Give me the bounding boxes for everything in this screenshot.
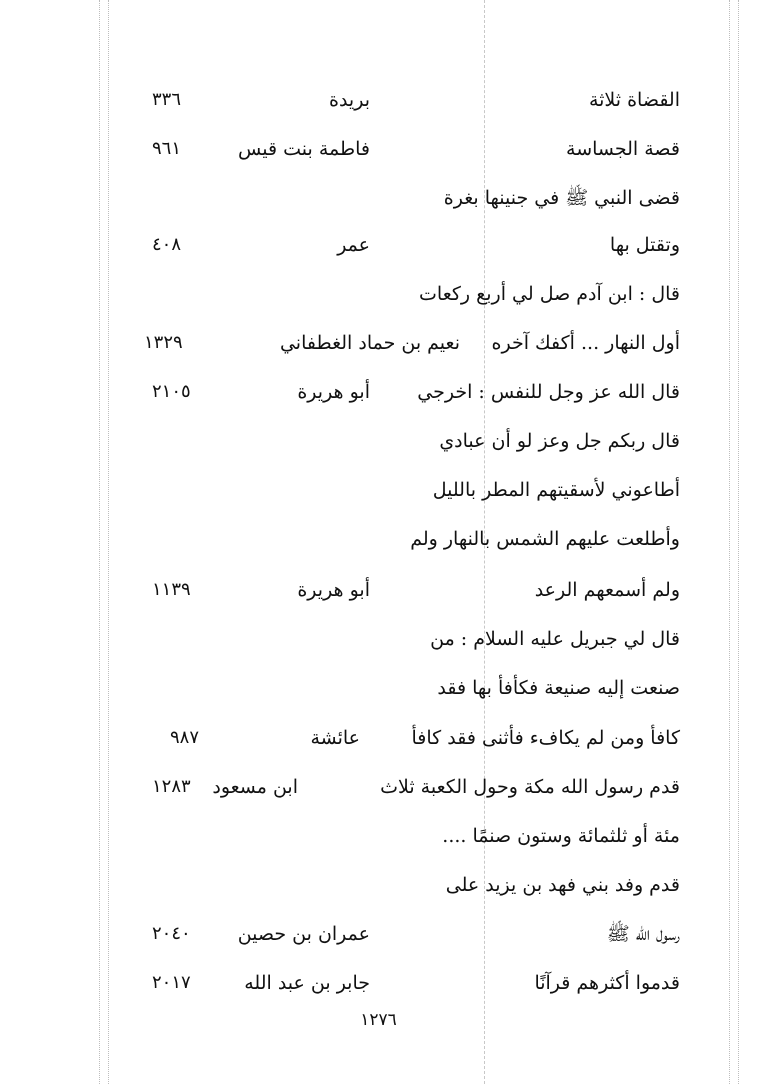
index-row bbox=[140, 180, 680, 216]
hadith-number: ٣٣٦ bbox=[152, 89, 182, 110]
hadith-text: قدموا أكثرهم قرآنًا bbox=[534, 972, 680, 994]
hadith-text: ولم أسمعهم الرعد bbox=[534, 579, 680, 601]
index-row bbox=[140, 769, 680, 805]
hadith-text: وأطلعت عليهم الشمس بالنهار ولم bbox=[410, 528, 680, 550]
narrator-name: أبو هريرة bbox=[297, 579, 370, 601]
index-row bbox=[140, 670, 680, 706]
index-row bbox=[140, 82, 680, 118]
page-number: ١٢٧٦ bbox=[360, 1010, 397, 1030]
hadith-text: قصة الجساسة bbox=[566, 138, 680, 160]
narrator-name: فاطمة بنت قيس bbox=[238, 138, 370, 160]
narrator-name: أبو هريرة bbox=[297, 381, 370, 403]
scan-line bbox=[99, 0, 100, 1084]
scan-line bbox=[738, 0, 739, 1084]
index-row bbox=[140, 720, 680, 756]
narrator-name: عائشة bbox=[310, 727, 360, 749]
hadith-number: ٩٦١ bbox=[152, 138, 182, 159]
index-row bbox=[140, 227, 680, 263]
hadith-text: رسول الله ﷺ bbox=[606, 923, 680, 945]
narrator-name: عمران بن حصين bbox=[237, 923, 370, 945]
index-row bbox=[140, 131, 680, 167]
hadith-text: قال : ابن آدم صل لي أربع ركعات bbox=[419, 283, 680, 305]
hadith-number: ٢٠٤٠ bbox=[152, 923, 191, 944]
index-row bbox=[140, 965, 680, 1001]
scan-line bbox=[729, 0, 730, 1084]
index-row bbox=[140, 521, 680, 557]
narrator-name: جابر بن عبد الله bbox=[244, 972, 370, 994]
hadith-text: صنعت إليه صنيعة فكأفأ بها فقد bbox=[437, 677, 680, 699]
hadith-text: قال لي جبريل عليه السلام : من bbox=[430, 628, 680, 650]
hadith-number: ٢٠١٧ bbox=[152, 972, 191, 993]
hadith-text: قدم وفد بني فهد بن يزيد على bbox=[445, 874, 680, 896]
hadith-number: ٩٨٧ bbox=[170, 727, 200, 748]
hadith-text: القضاة ثلاثة bbox=[588, 89, 680, 111]
hadith-number: ١٢٨٣ bbox=[152, 776, 191, 797]
index-row bbox=[140, 867, 680, 903]
narrator-name: ابن مسعود bbox=[212, 776, 298, 798]
index-row bbox=[140, 916, 680, 952]
hadith-text: قضى النبي ﷺ في جنينها بغرة bbox=[443, 187, 680, 209]
narrator-name: عمر bbox=[337, 234, 370, 256]
hadith-number: ١٣٢٩ bbox=[144, 332, 183, 353]
index-row bbox=[140, 621, 680, 657]
index-row bbox=[140, 325, 680, 361]
hadith-number: ٢١٠٥ bbox=[152, 381, 191, 402]
hadith-text: قال ربكم جل وعز لو أن عبادي bbox=[439, 430, 680, 452]
hadith-number: ١١٣٩ bbox=[152, 579, 191, 600]
hadith-text: مئة أو ثلثمائة وستون صنمًا .... bbox=[442, 825, 680, 847]
index-row bbox=[140, 276, 680, 312]
scan-line bbox=[108, 0, 109, 1084]
hadith-text: وتقتل بها bbox=[609, 234, 680, 256]
index-row bbox=[140, 374, 680, 410]
hadith-number: ٤٠٨ bbox=[152, 234, 182, 255]
hadith-text: أطاعوني لأسقيتهم المطر بالليل bbox=[432, 479, 680, 501]
narrator-name: بريدة bbox=[329, 89, 370, 111]
index-row bbox=[140, 818, 680, 854]
hadith-text: قال الله عز وجل للنفس : اخرجي bbox=[417, 381, 680, 403]
index-row bbox=[140, 423, 680, 459]
hadith-text: كافأ ومن لم يكافء فأثنى فقد كافأ bbox=[411, 727, 680, 749]
narrator-name: نعيم بن حماد الغطفاني bbox=[279, 332, 460, 354]
hadith-text: أول النهار ... أكفك آخره bbox=[491, 332, 680, 354]
index-row bbox=[140, 572, 680, 608]
hadith-text: قدم رسول الله مكة وحول الكعبة ثلاث bbox=[380, 776, 680, 798]
index-row bbox=[140, 472, 680, 508]
